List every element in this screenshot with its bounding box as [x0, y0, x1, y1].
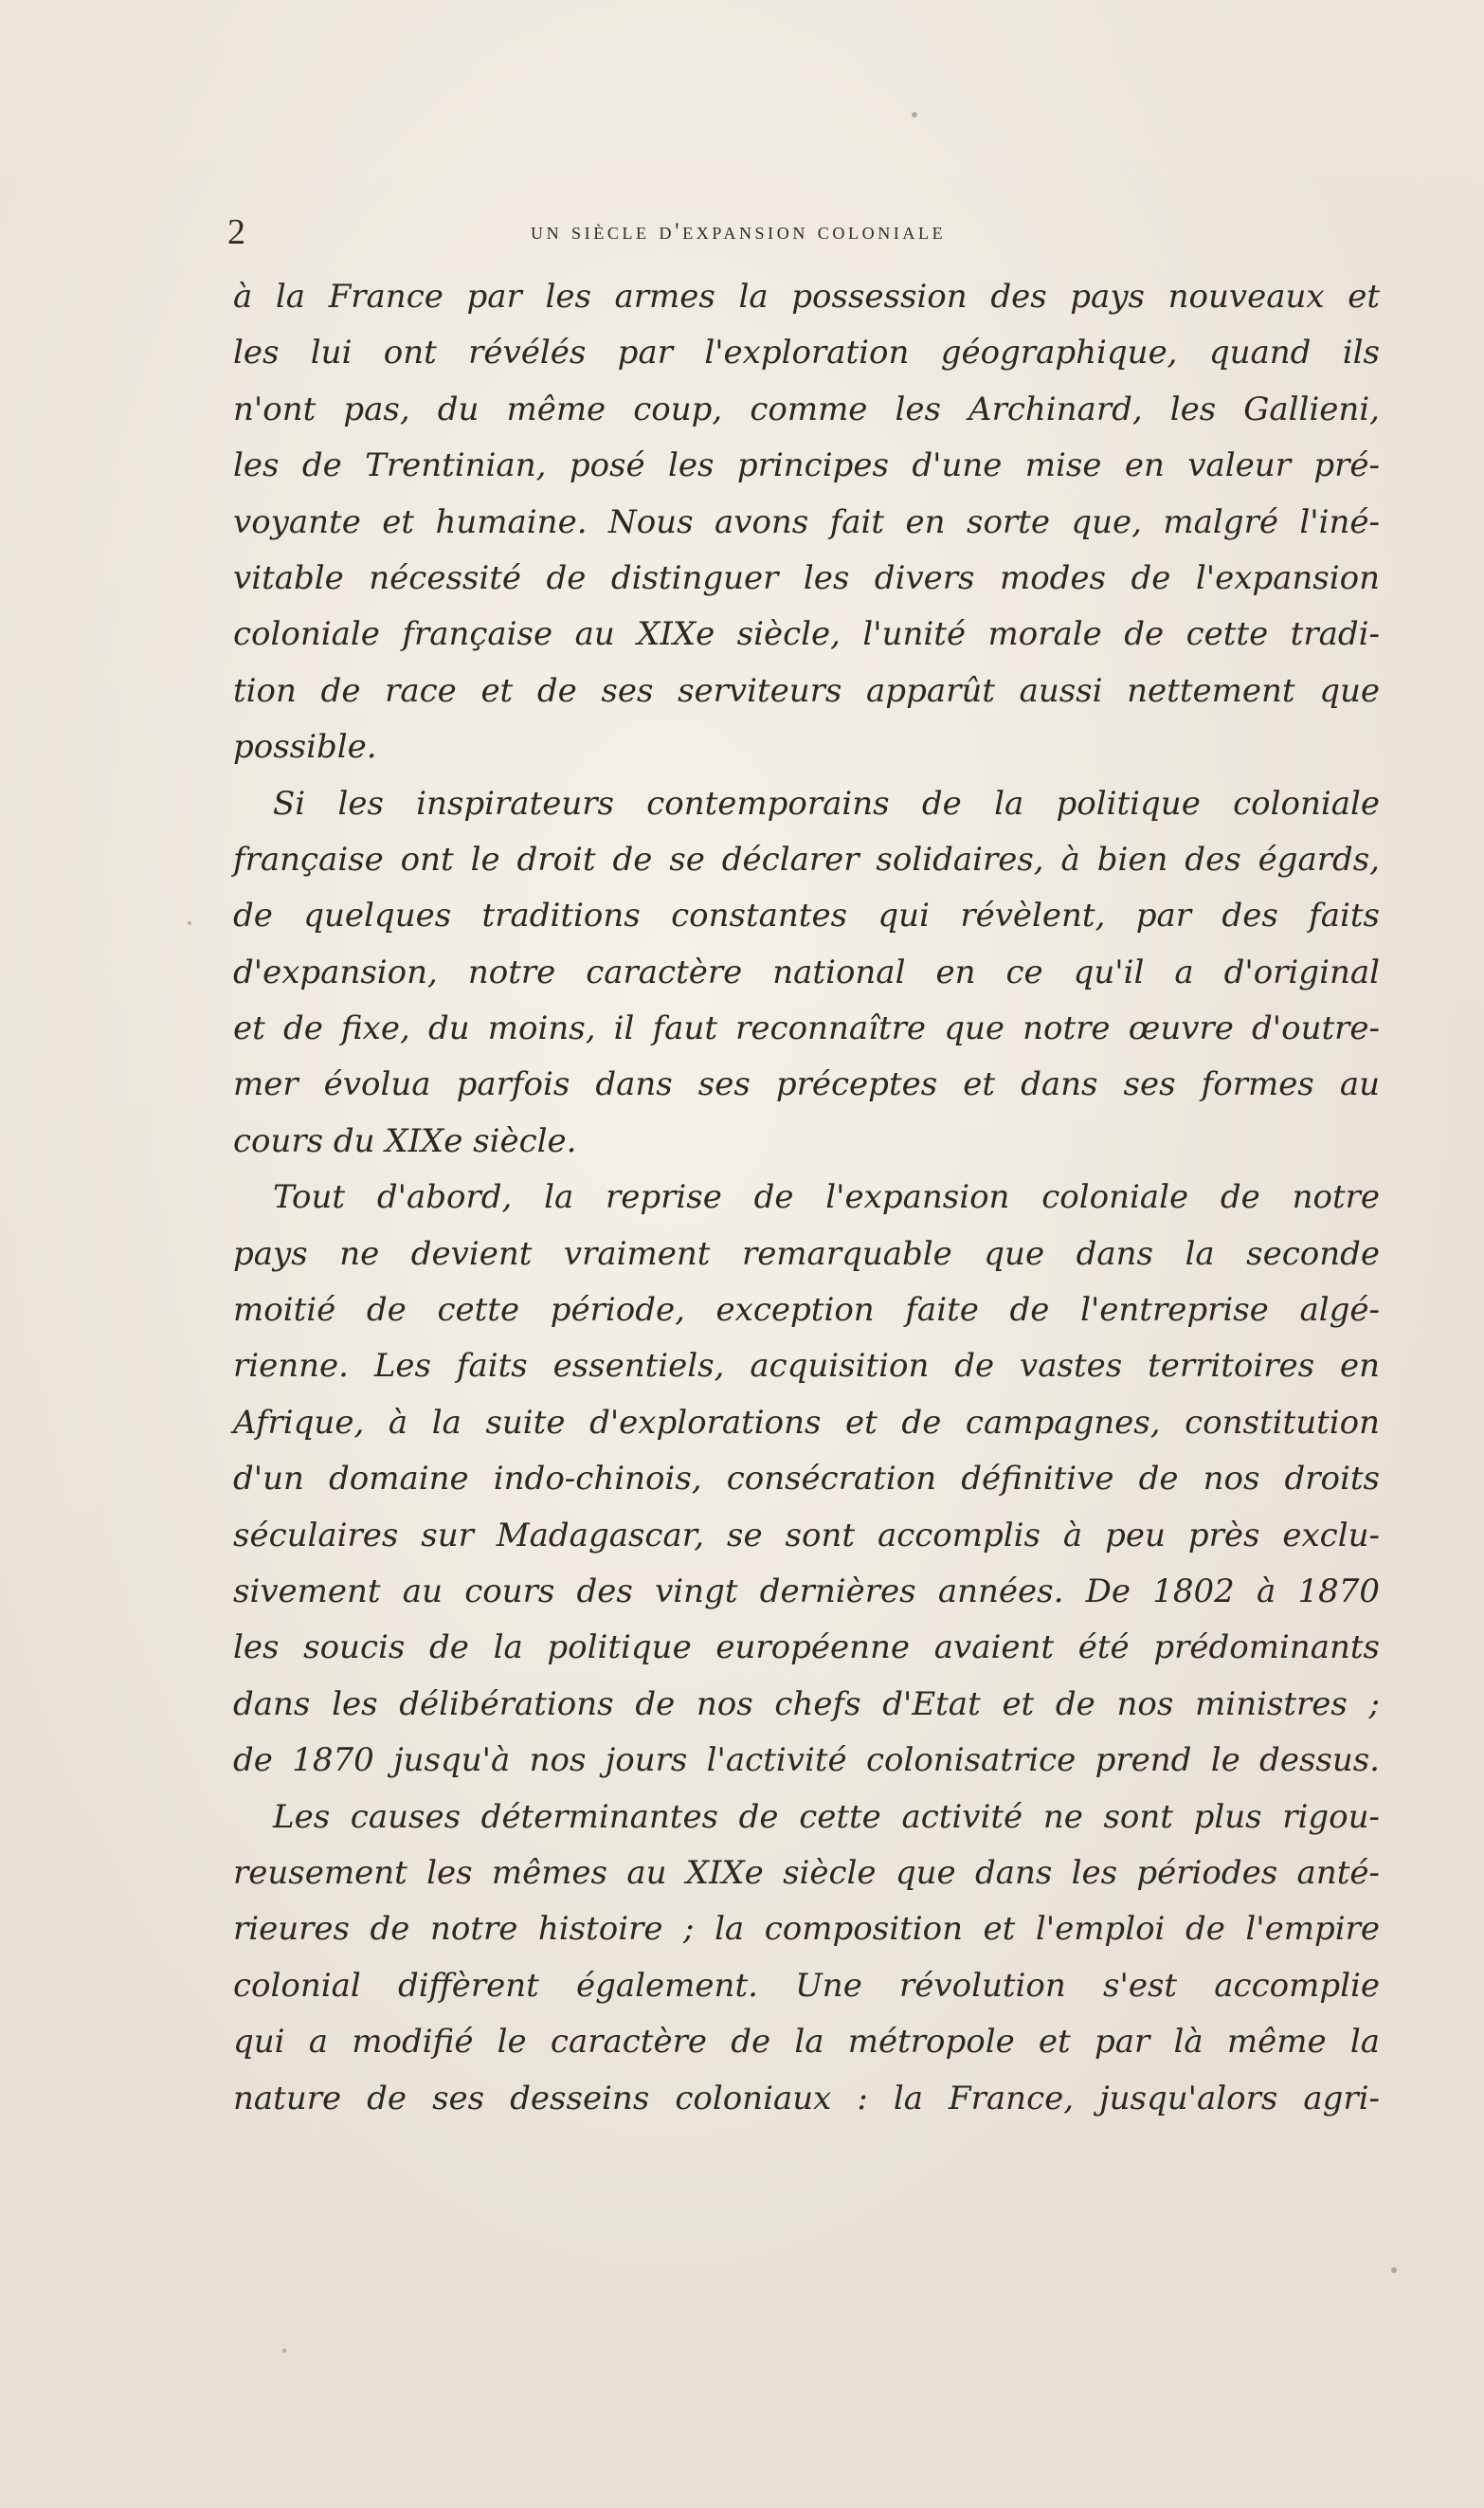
text-line: reusement les mêmes au XIXe siècle que dans les périodes anté- — [233, 1853, 1380, 1892]
paper-speck — [188, 921, 191, 925]
text-line: française ont le droit de se déclarer solidaires, à bien des égards, — [233, 840, 1380, 879]
text-line: nature de ses desseins coloniaux : la France, jusqu'alors agri- — [233, 2079, 1380, 2117]
text-line: rienne. Les faits essentiels, acquisition de vastes territoires en — [233, 1347, 1380, 1386]
text-line: n'ont pas, du même coup, comme les Archinard, les Gallieni, — [233, 390, 1380, 428]
text-line: moitié de cette période, exception faite de l'entreprise algé- — [233, 1291, 1380, 1330]
text-line: vitable nécessité de distinguer les divers modes de l'expansion — [233, 558, 1380, 597]
text-line: qui a modifié le caractère de la métropole et par là même la — [233, 2023, 1380, 2062]
paragraph-start-line: Si les inspirateurs contemporains de la politique coloniale — [273, 784, 1380, 823]
paper-speck — [912, 112, 917, 118]
paper-speck — [282, 2349, 286, 2353]
text-line: les soucis de la politique européenne avaient été prédominants — [233, 1628, 1380, 1667]
text-line: dans les délibérations de nos chefs d'Etat et de nos ministres ; — [233, 1684, 1380, 1723]
text-line: tion de race et de ses serviteurs apparût aussi nettement que — [233, 671, 1380, 710]
text-line: séculaires sur Madagascar, se sont accomplis à peu près exclu- — [233, 1516, 1380, 1554]
paragraph-start-line: Tout d'abord, la reprise de l'expansion coloniale de notre — [273, 1178, 1380, 1217]
page-number: 2 — [227, 212, 245, 252]
paragraph-start-line: Les causes déterminantes de cette activité ne sont plus rigou- — [273, 1797, 1380, 1836]
text-line: cours du XIXe siècle. — [233, 1121, 577, 1160]
text-line: rieures de notre histoire ; la composition et l'emploi de l'empire — [233, 1910, 1380, 1949]
text-line: pays ne devient vraiment remarquable que dans la seconde — [233, 1234, 1380, 1273]
text-line: et de fixe, du moins, il faut reconnaître que notre œuvre d'outre- — [233, 1009, 1380, 1048]
text-line: sivement au cours des vingt dernières années. De 1802 à 1870 — [233, 1572, 1380, 1610]
text-line: colonial diffèrent également. Une révolution s'est accomplie — [233, 1966, 1380, 2005]
text-line: voyante et humaine. Nous avons fait en sorte que, malgré l'iné- — [233, 502, 1380, 541]
body-text — [233, 269, 1380, 2127]
text-line: à la France par les armes la possession des pays nouveaux et — [233, 278, 1380, 316]
text-line: d'un domaine indo-chinois, consécration définitive de nos droits — [233, 1460, 1380, 1499]
text-line: coloniale française au XIXe siècle, l'unité morale de cette tradi- — [233, 615, 1380, 654]
text-line: de quelques traditions constantes qui révèlent, par des faits — [233, 897, 1380, 936]
text-line: les lui ont révélés par l'exploration géographique, quand ils — [233, 334, 1380, 373]
text-line: les de Trentinian, posé les principes d'une mise en valeur pré- — [233, 446, 1380, 485]
text-line: de 1870 jusqu'à nos jours l'activité colonisatrice prend le dessus. — [233, 1741, 1380, 1780]
paper-speck — [1391, 2267, 1397, 2273]
running-head: un siècle d'expansion coloniale — [531, 219, 947, 245]
text-line: possible. — [233, 728, 377, 767]
text-line: d'expansion, notre caractère national en ce qu'il a d'original — [233, 953, 1380, 991]
text-line: mer évolua parfois dans ses préceptes et dans ses formes au — [233, 1065, 1380, 1104]
text-line: Afrique, à la suite d'explorations et de campagnes, constitution — [233, 1403, 1380, 1442]
page-header — [0, 210, 1484, 254]
